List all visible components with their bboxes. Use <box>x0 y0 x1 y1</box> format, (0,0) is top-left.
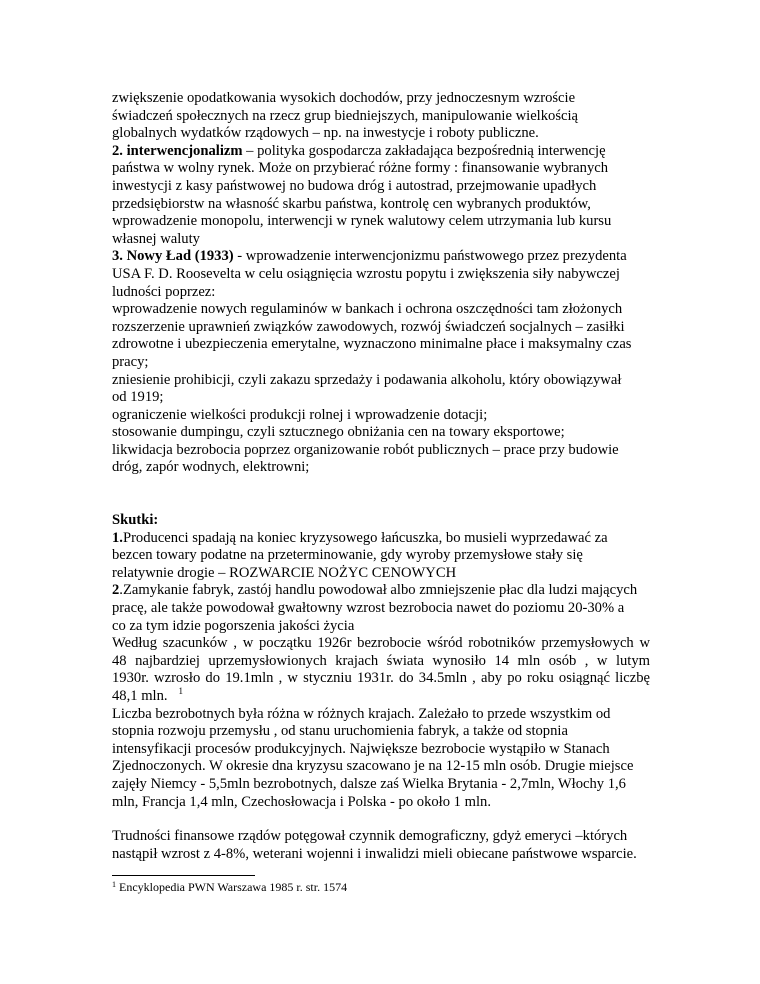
item-number: 2 <box>112 582 120 599</box>
text-line: pracę, ale także powodował gwałtowny wzrost bezrobocia nawet do poziomu 20-30% a <box>112 600 625 617</box>
paragraph-szacunki <box>112 635 650 705</box>
section-heading-skutki: Skutki: <box>112 512 159 529</box>
text-line: Liczba bezrobotnych była różna w różnych krajach. Zależało to przede wszystkim od <box>112 705 611 722</box>
footnote-marker: 1 <box>112 880 116 889</box>
text-line: Trudności finansowe rządów potęgował czynnik demograficzny, gdyż emeryci –których <box>112 828 628 845</box>
section-skutki <box>112 512 650 863</box>
document-body <box>112 90 650 863</box>
spacer <box>112 811 650 828</box>
text-line: bezcen towary podatne na przeterminowanie, gdy wyroby przemysłowe stały się <box>112 547 583 564</box>
text-line: Według szacunków , w początku 1926r bezrobocie wśród robotników przemysłowych w <box>112 635 650 652</box>
text-line: własnej waluty <box>112 230 200 247</box>
paragraph-intro <box>112 90 650 143</box>
text-line: zniesienie prohibicji, czyli zakazu sprzedaży i podawania alkoholu, który obowiązywał <box>112 371 622 388</box>
spacer <box>112 477 650 512</box>
text-line: intensyfikacji procesów produkcyjnych. Największe bezrobocie wystąpiło w Stanach <box>112 740 610 757</box>
text-line: mln, Francja 1,4 mln, Czechosłowacja i Polska - po około 1 mln. <box>112 793 491 810</box>
text-run: 48,1 mln. <box>112 688 168 704</box>
text-line: zwiększenie opodatkowania wysokich dochodów, przy jednoczesnym wzroście <box>112 90 576 106</box>
text-line: dróg, zapór wodnych, elektrowni; <box>112 459 310 476</box>
text-line: zajęły Niemcy - 5,5mln bezrobotnych, dalsze zaś Wielka Brytania - 2,7mln, Włochy 1,6 <box>112 775 626 792</box>
text-line <box>112 582 650 600</box>
text-line: USA F. D. Roosevelta w celu osiągnięcia wzrostu popytu i zwiększenia siły nabywczej <box>112 265 620 282</box>
section-heading-interwencjonalizm: 2. interwencjonalizm <box>112 142 243 159</box>
text-line <box>112 512 650 530</box>
text-line: przedsiębiorstw na własność skarbu państwa, kontrolę cen wybranych produktów, <box>112 195 591 212</box>
text-run: - wprowadzenie interwencjonizmu państwowego przez prezydenta <box>233 248 627 265</box>
text-line <box>112 530 650 548</box>
text-line: zdrowotne i ubezpieczenia emerytalne, wyznaczono minimalne płace i maksymalny czas <box>112 336 632 353</box>
paragraph-interwencjonalizm <box>112 143 650 249</box>
text-run: .Zamykanie fabryk, zastój handlu powodował albo zmniejszenie płac dla ludzi mających <box>119 582 638 599</box>
text-line: relatywnie drogie – ROZWARCIE NOŻYC CENOWYCH <box>112 564 457 581</box>
footnote-reference[interactable]: 1 <box>178 686 183 696</box>
footnote-text: Encyklopedia PWN Warszawa 1985 r. str. 1574 <box>116 880 348 894</box>
footnote <box>112 880 347 894</box>
text-line: wprowadzenie nowych regulaminów w bankach i ochrona oszczędności tam złożonych <box>112 301 623 318</box>
skutki-item-2 <box>112 582 650 635</box>
footnote-separator <box>112 875 255 876</box>
text-line: inwestycji z kasy państwowej no budowa dróg i autostrad, przejmowanie upadłych <box>112 177 597 194</box>
skutki-item-1 <box>112 530 650 583</box>
text-line: ludności poprzez: <box>112 283 216 300</box>
text-line: państwa w wolny rynek. Może on przybierać różne formy : finansowanie wybranych <box>112 160 609 177</box>
text-line: wprowadzenie monopolu, interwencji w rynek walutowy celem utrzymania lub kursu <box>112 213 612 230</box>
text-run: Producenci spadają na koniec kryzysowego łańcuszka, bo musieli wyprzedawać za <box>122 529 608 546</box>
text-line: od 1919; <box>112 389 164 406</box>
text-line: Zjednoczonych. W okresie dna kryzysu szacowano je na 12-15 mln osób. Drugie miejsce <box>112 758 634 775</box>
text-line: 1930r. wzrosło do 19.1mln , w styczniu 1931r. do 34.5mln , aby po roku osiągnąć liczbę <box>112 670 650 687</box>
section-heading-nowy-lad: 3. Nowy Ład (1933) <box>112 248 234 265</box>
paragraph-liczba <box>112 706 650 812</box>
text-line: likwidacja bezrobocia poprzez organizowanie robót publicznych – prace przy budowie <box>112 441 619 458</box>
paragraph-nowy-lad <box>112 248 650 477</box>
text-line <box>112 688 650 706</box>
text-line: stopnia rozwoju przemysłu , od stanu uruchomienia fabryk, a także od stopnia <box>112 723 568 740</box>
text-line: stosowanie dumpingu, czyli sztucznego obniżania cen na towary eksportowe; <box>112 424 565 441</box>
text-line: 48 najbardziej uprzemysłowionych krajach świata wynosiło 14 mln osób , w lutym <box>112 652 650 669</box>
text-line: nastąpił wzrost z 4-8%, weterani wojenni i inwalidzi mieli obiecane państwowe wsparcie. <box>112 845 637 862</box>
item-number: 1. <box>112 529 123 546</box>
text-run: – polityka gospodarcza zakładająca bezpośrednią interwencję <box>242 142 606 159</box>
text-line: co za tym idzie pogorszenia jakości życia <box>112 617 355 634</box>
text-line: ograniczenie wielkości produkcji rolnej i wprowadzenie dotacji; <box>112 406 488 423</box>
text-line <box>112 248 650 266</box>
text-line <box>112 143 650 161</box>
text-line: globalnych wydatków rządowych – np. na inwestycje i roboty publiczne. <box>112 125 539 142</box>
paragraph-trudnosci <box>112 828 650 863</box>
text-line: świadczeń społecznych na rzecz grup biedniejszych, manipulowanie wielkością <box>112 107 579 124</box>
text-line: rozszerzenie uprawnień związków zawodowych, rozwój świadczeń socjalnych – zasiłki <box>112 318 625 335</box>
text-line: pracy; <box>112 353 149 370</box>
